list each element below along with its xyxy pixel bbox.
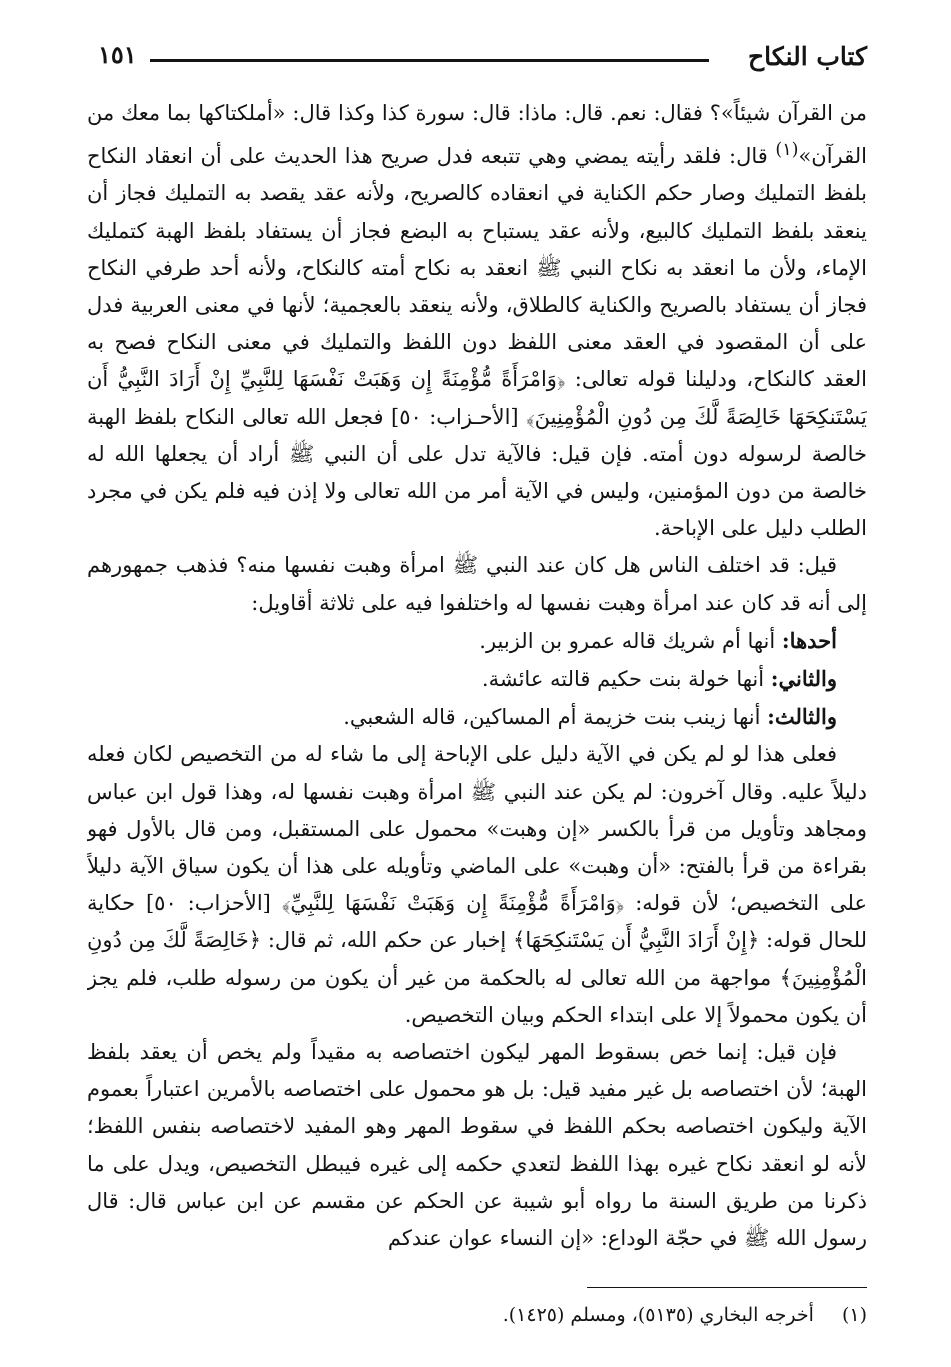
page-header [98, 34, 867, 82]
list-label: أحدها: [781, 627, 837, 653]
quran-verse: ﴿خَالِصَةً لَّكَ مِن دُونِ الْمُؤْمِنِينَ﴾ [87, 928, 867, 990]
paragraph-3: فعلى هذا لو لم يكن في الآية دليل على الإباحة إلى ما شاء له من التخصيص لكان فعله دليلاً عليه. وقال آخرون: لم يكن عند النبي ﷺ امرأة وهبت نفسها له، وهذا قول ابن عباس ومجاهد وتأويل من قرأ بالكسر «إن وهبت» محمول على المستقبل، ومن قال بالأول فهو بقراءة من قرأ بالفتح: «أن وهبت» على الماضي وتأويله على هذا أن يكون سياق الآية دليلاً على التخصيص؛ لأن قوله: ﴿وَامْرَأَةً مُّؤْمِنَةً إِن وَهَبَتْ نَفْسَهَا لِلنَّبِيِّ﴾ [الأحزاب: ٥٠] حكاية للحال قوله: ﴿إِنْ أَرَادَ النَّبِيُّ أَن يَسْتَنكِحَهَا﴾ إخبار عن حكم الله، ثم قال: ﴿خَالِصَةً لَّكَ مِن دُونِ الْمُؤْمِنِينَ﴾ مواجهة من الله تعالى له بالحكمة من غير أن يكون من رسوله طلب، فلم يجز أن يكون محمولاً إلا على ابتداء الحكم وبيان التخصيص. [87, 742, 867, 1027]
footnote [87, 1300, 867, 1330]
paragraph-2: قيل: قد اختلف الناس هل كان عند النبي ﷺ امرأة وهبت نفسها منه؟ فذهب جمهورهم إلى أنه قد كان عند امرأة وهبت نفسها له واختلفوا فيه على ثلاثة أقاويل: [87, 553, 867, 615]
footnote-number: (١) [841, 1304, 867, 1326]
paragraph-1: من القرآن شيئاً»؟ فقال: نعم. قال: ماذا: قال: سورة كذا وكذا قال: «أملكتاكها بما معك من القرآن»$^{(١)}$ قال: فلقد رأيته يمضي وهي تتبعه فدل صريح هذا الحديث على أن انعقاد النكاح بلفظ التمليك وصار حكم الكناية في انعقاده كالصريح، ولأنه عقد يقصد به التمليك فجاز أن ينعقد بلفظ التمليك كالبيع، ولأنه عقد يستباح به البضع فجاز أن يستفاد بلفظ الهبة كتمليك الإماء، ولأن ما انعقد به نكاح النبي ﷺ انعقد به نكاح أمته كالنكاح، ولأنه أحد طرفي النكاح فجاز أن يستفاد بالصريح والكناية كالطلاق، ولأنه ينعقد بالعجمية؛ لأنها في معنى العربية فدل على أن المقصود في العقد معنى اللفظ دون اللفظ والتمليك في معنى النكاح فصح به العقد كالنكاح، ودليلنا قوله تعالى: ﴿وَامْرَأَةً مُّؤْمِنَةً إِن وَهَبَتْ نَفْسَهَا لِلنَّبِيِّ إِنْ أَرَادَ النَّبِيُّ أَن يَسْتَنكِحَهَا خَالِصَةً لَّكَ مِن دُونِ الْمُؤْمِنِينَ﴾ [الأحـزاب: ٥٠] فجعل الله تعالى النكاح بلفظ الهبة خالصة لرسوله دون أمته. فإن قيل: فالآية تدل على أن النبي ﷺ أراد أن يجعلها الله له خالصة من دون المؤمنين، وليس في الآية أمر من الله تعالى ولا إذن فيه فلم يكن في مجرد الطلب دليل على الإباحة. [87, 101, 867, 541]
quran-verse: ﴿وَامْرَأَةً مُّؤْمِنَةً إِن وَهَبَتْ نَفْسَهَا لِلنَّبِيِّ﴾ [281, 891, 625, 916]
quran-verse: ﴿إِنْ أَرَادَ النَّبِيُّ أَن يَسْتَنكِحَهَا﴾ [513, 928, 760, 953]
quran-verse: ﴿وَامْرَأَةً مُّؤْمِنَةً إِن وَهَبَتْ نَفْسَهَا لِلنَّبِيِّ إِنْ أَرَادَ النَّبِيُّ أَن يَسْتَنكِحَهَا خَالِصَةً لَّكَ مِن دُونِ الْمُؤْمِنِينَ﴾ [87, 367, 867, 429]
page-number: ١٥١ [98, 40, 137, 69]
footnote-ref: (١) [775, 140, 799, 161]
footnote-text: أخرجه البخاري (٥١٣٥)، ومسلم (١٤٢٥). [502, 1304, 814, 1326]
list-item: أحدها: أنها أم شريك قاله عمرو بن الزبير. [479, 627, 837, 653]
paragraph-4: فإن قيل: إنما خص بسقوط المهر ليكون اختصاصه به مقيداً ولم يخص أن يعقد بلفظ الهبة؛ لأن اختصاصه بل غير مفيد قيل: بل هو محمول على اختصاصه بالأمرين اعتباراً بعموم الآية وليكون اختصاصه بحكم اللفظ في سقوط المهر وهو المفيد لاختصاصه بنفس اللفظ؛ لأنه لو انعقد نكاح غيره بهذا اللفظ لتعدي حكمه إلى غيره فيبطل التخصيص، ويدل على ما ذكرنا من طريق السنة ما رواه أبو شيبة عن الحكم عن مقسم عن ابن عباس قال: قال رسول الله ﷺ في حجّة الوداع: «إن النساء عوان عندكم [87, 1040, 867, 1251]
list-item: والثاني: أنها خولة بنت حكيم قالته عائشة. [481, 666, 837, 692]
list-item: والثالث: أنها زينب بنت خزيمة أم المساكين، قاله الشعبي. [343, 704, 837, 730]
list-label: والثالث: [767, 704, 837, 730]
chapter-title: كتاب النكاح [748, 42, 867, 71]
header-rule [150, 59, 709, 62]
footnote-rule [587, 1287, 867, 1288]
list-label: والثاني: [770, 666, 837, 692]
main-text [87, 95, 867, 1275]
